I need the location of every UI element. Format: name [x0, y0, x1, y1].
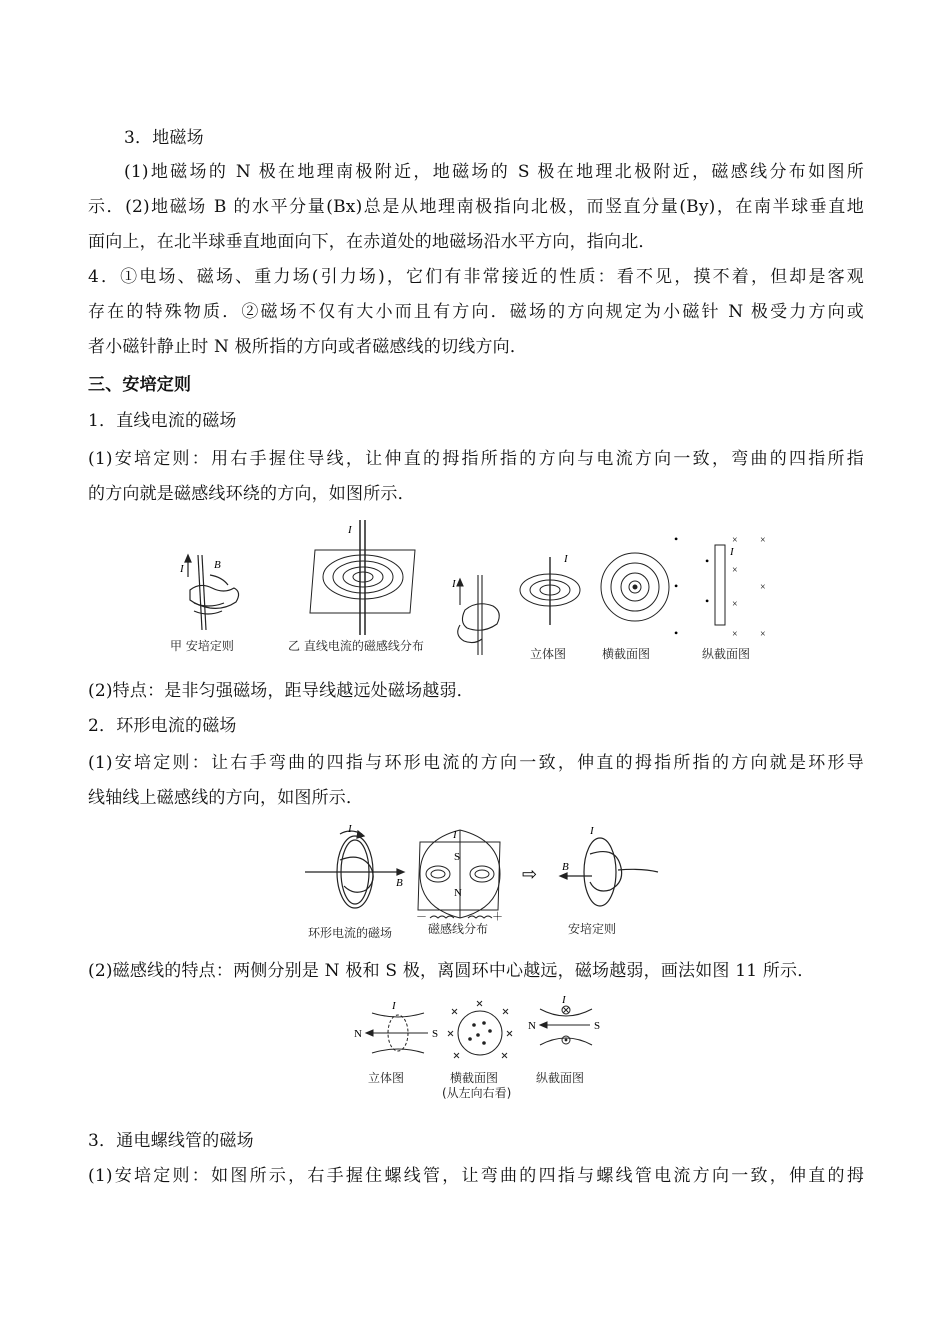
label-i: I	[392, 1000, 396, 1012]
cross-mark: ×	[732, 535, 738, 546]
dot-mark: •	[705, 554, 710, 568]
cross-mark: ×	[760, 629, 766, 640]
label-i: I	[453, 829, 457, 841]
dot-mark: •	[705, 594, 710, 608]
caption-longitudinal: 纵截面图	[702, 647, 751, 661]
figure-ring-current	[300, 820, 660, 942]
caption-3d: 立体图	[368, 1071, 405, 1085]
caption-jia: 甲 安培定则	[170, 639, 234, 653]
caption-yi: 乙 直线电流的磁感线分布	[288, 639, 424, 653]
label-n: N	[354, 1028, 362, 1040]
subsection-heading-ring: 2．环形电流的磁场	[88, 716, 237, 736]
label-i: I	[180, 563, 184, 575]
paragraph-line: 面向上，在北半球垂直地面向下，在赤道处的地磁场沿水平方向，指向北．	[88, 232, 656, 252]
figure-straight-current	[160, 515, 790, 665]
figure-straight-current-drawing	[160, 515, 790, 665]
implies-arrow: ⇨	[522, 864, 538, 884]
section-heading-geomagnetic: 3．地磁场	[124, 128, 204, 148]
paragraph-line: 者小磁针静止时 N 极所指的方向或者磁感线的切线方向．	[88, 337, 528, 357]
section-title-ampere: 三、安培定则	[88, 375, 192, 395]
label-s: S	[594, 1020, 601, 1032]
paragraph-line: 示．(2)地磁场 B 的水平分量(Bx)总是从地理南极指向北极，而竖直分量(By)，在南半球垂直地	[88, 197, 864, 217]
caption-cross-section: 横截面图	[602, 647, 651, 661]
cross-mark: ×	[760, 535, 766, 546]
label-n: N	[528, 1020, 536, 1032]
cross-mark: ×	[732, 599, 738, 610]
label-s: S	[432, 1028, 439, 1040]
label-i: I	[348, 823, 352, 835]
caption-cross-section: 横截面图	[450, 1071, 499, 1085]
paragraph-line: (2)磁感线的特点：两侧分别是 N 极和 S 极，离圆环中心越远，磁场越弱，画法如图 11 所示．	[88, 961, 815, 981]
caption-cross-section-sub: (从左向右看)	[442, 1086, 512, 1100]
paragraph-line: (1)地磁场的 N 极在地理南极附近，地磁场的 S 极在地理北极附近，磁感线分布如图所	[124, 162, 864, 182]
dot-mark: •	[674, 532, 679, 546]
label-i: I	[562, 995, 566, 1006]
paragraph-line: 的方向就是磁感线环绕的方向，如图所示．	[88, 484, 415, 504]
paragraph-line: (1)安培定则：用右手握住导线，让伸直的拇指所指的方向与电流方向一致，弯曲的四指所指	[88, 449, 864, 469]
caption-ampere-rule: 安培定则	[568, 922, 617, 936]
paragraph-line: 线轴线上磁感线的方向，如图所示．	[88, 788, 364, 808]
cross-mark: ×	[732, 629, 738, 640]
label-i: I	[564, 553, 568, 565]
cross-mark: ×	[760, 582, 766, 593]
label-minus: －	[416, 911, 427, 923]
paragraph-line: (1)安培定则：让右手弯曲的四指与环形电流的方向一致，伸直的拇指所指的方向就是环形导	[88, 753, 864, 773]
caption-longitudinal: 纵截面图	[536, 1071, 585, 1085]
label-n: N	[454, 887, 462, 899]
paragraph-line: (1)安培定则：如图所示，右手握住螺线管，让弯曲的四指与螺线管电流方向一致，伸直的拇	[88, 1166, 864, 1186]
label-i: I	[452, 578, 456, 590]
dot-mark: •	[674, 579, 679, 593]
label-plus: ＋	[492, 911, 503, 923]
subsection-heading-solenoid: 3．通电螺线管的磁场	[88, 1131, 254, 1151]
dot-mark: •	[674, 626, 679, 640]
paragraph-line: (2)特点：是非匀强磁场，距导线越远处磁场越弱．	[88, 681, 474, 701]
caption-3d: 立体图	[530, 647, 567, 661]
label-i: I	[348, 524, 352, 536]
label-s: S	[454, 851, 461, 863]
paragraph-line: 存在的特殊物质．②磁场不仅有大小而且有方向．磁场的方向规定为小磁针 N 极受力方向或	[88, 302, 864, 322]
subsection-heading-straight: 1．直线电流的磁场	[88, 411, 237, 431]
caption-ring-field: 环形电流的磁场	[308, 926, 393, 940]
label-b: B	[562, 861, 569, 873]
figure-11	[350, 995, 610, 1100]
caption-field-distribution: 磁感线分布	[428, 922, 489, 936]
label-i: I	[590, 825, 594, 837]
label-b: B	[396, 877, 403, 889]
label-i: I	[730, 546, 734, 558]
label-b: B	[214, 559, 221, 571]
paragraph-line: 4．①电场、磁场、重力场(引力场)，它们有非常接近的性质：看不见，摸不着，但却是客观	[88, 267, 864, 287]
cross-mark: ×	[732, 565, 738, 576]
